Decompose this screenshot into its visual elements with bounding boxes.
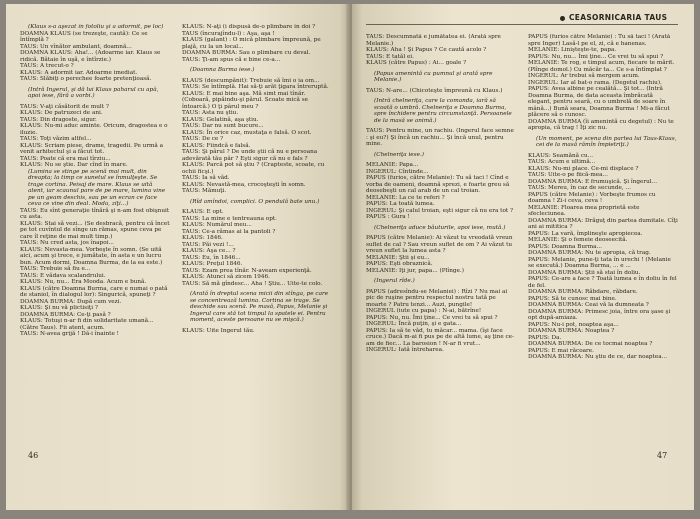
text-line: KLAUS: Nu, nu... Era Mooda. Acum e bună. <box>20 279 147 285</box>
text-line: KLAUS: Nu-mi place. Ce-mi displace ? <box>528 165 639 172</box>
text-line: DOAMNA BURMA: Nu te apropia, că trag. <box>528 250 651 256</box>
text-line: TAUS: E tatăl ei. <box>366 53 414 60</box>
text-line: PAPUS: Nu, nu... Îmi ţine... Ce vrei tu să spui ? <box>528 53 664 60</box>
text-line: (Doamna Burma iese.) <box>190 67 255 73</box>
text-line: DOAMNA BURMA: Ceai vă la dumneata ? <box>528 302 649 308</box>
text-line: DOAMNA BURMA: Drăguţ din partea dumitale. Cîţi ani ai mititica ? <box>528 217 678 230</box>
text-line: DOAMNA KLAUS: Aha!... (Adoarme iar. Klaus se ridică. Bătaie în uşă, e întîrzie.) <box>20 50 161 63</box>
text-line: TAUS: Ia să văd. <box>182 175 230 181</box>
text-line: KLAUS: Totuşi n-ar fi din solidaritate umană... (Către Taus). Fii atent, acum. <box>20 318 154 331</box>
text-line: INGERUL: Iar al bat-o rama. (Degetul rachiu). <box>528 79 662 86</box>
text-line: TAUS: La mine e tentreauna opt. <box>182 215 277 222</box>
text-line: KLAUS: Nu se ştie. Dar cînd în mare. <box>20 162 128 168</box>
text-line: MELANIE: Papa... <box>366 162 419 168</box>
text-line: MELANIE: Te rog, e timpul acum, fiecare te mărit. (Plînge domol.) Cu măcăr ta... Ce s-a întîmplat ? <box>528 60 675 73</box>
text-line: TAUS: Asta nu ştiu. <box>182 110 239 116</box>
running-header-text: CEASORNICARIA TAUS <box>569 13 668 22</box>
text-line: DOAMNA BURMA: Nu ştiu de ce, dar noaptea... <box>528 354 668 360</box>
left-page-column-1 <box>20 24 170 450</box>
text-line: MELANIE: Ştii şi eu... <box>366 254 430 261</box>
text-line: TAUS: Păi vezi !... <box>182 241 234 248</box>
text-line: KLAUS: Atunci să zicem 1946. <box>182 274 270 280</box>
text-line: TAUS: Acum e ultimă... <box>528 159 596 165</box>
right-page-column-2 <box>528 34 678 452</box>
text-line: TAUS: Toţi văzim altfel... <box>20 136 92 142</box>
text-line: TAUS: Să mă gîndesc... Aha ! Ştiu... Uite-te colo. <box>182 280 323 287</box>
text-line: KLAUS: Gelatină, aşa ştiu. <box>182 116 259 123</box>
text-line: KLAUS: Parcă pot să ştiu ? (Crapteste, scoate, cu ochii ficşi.) <box>182 162 325 175</box>
text-line: INGERUL: Şi calul troian, eşti sigur că nu era tot ? <box>366 207 514 214</box>
text-line: (Un moment, pe scena din partea lui Taus-Klaus, cei de la masă rămîn împietriţi.) <box>536 135 677 148</box>
text-line: PAPUS: Ce-are a face ? Toată lumea e în doliu în fel de fel. <box>528 276 677 289</box>
text-line: (Ingerul rîde.) <box>374 278 415 284</box>
text-line: MELANIE: La ce te referi ? <box>366 194 445 201</box>
text-line: PAPUS : Gura ! <box>366 214 410 220</box>
text-line: KLAUS: N-aţi (i dispusă de-o plimbare în doi ? <box>182 24 316 30</box>
text-line: TAUS: Uite-o pe fiică-mea... <box>528 172 608 178</box>
text-line: KLAUS (descumpănit): Trebuie să îmi o ia om... <box>182 77 320 84</box>
text-line: TAUS: Nu cred asta, jos înapoi... <box>20 240 114 246</box>
text-line: TAUS: Eu sînt generaţie tînără şi n-am fost obişnuit cu asta. <box>20 207 170 220</box>
right-page-column-1 <box>366 34 516 452</box>
text-line: MELANIE: Linişteşte-te, papa. <box>528 47 617 53</box>
text-line: TAUS (încurajîndu-l) : Aşa, aşa ! <box>182 30 275 37</box>
text-line: PAPUS (adresîndu-se Melaniei) : Rîzi ? Nu mai ai pic de ruşine pentru respectul nostru tată pe moarte ? Patru tenzi... Auzi, pungile! <box>366 288 508 308</box>
text-line: TAUS: Poate că era mai tîrziu... <box>20 155 111 162</box>
text-line: KLAUS (galant) : O mică plimbare împreună, pe plajă, cu la un local... <box>182 37 321 50</box>
running-header <box>560 13 667 22</box>
text-line: PAPUS (furios către Melanie) : Tu să taci ! (Arată spre Inger) Lasă-l pe el, zi, că e hanenas. <box>528 34 671 47</box>
text-line: TAUS: N-are... (Chicoteşte împreună cu Klaus.) <box>366 87 503 94</box>
text-line: DOAMNA BURMA: E frumuşică. Şi îngerul... <box>528 178 658 185</box>
text-line: KLAUS: Numărul meu... <box>182 222 252 228</box>
text-line: TAUS: Trebuie să fiu e... <box>20 266 91 272</box>
text-line: INGERUL: Ar trebui să mergem acum. <box>528 73 640 79</box>
text-line: TAUS: Ţi-am spus că e bine ce-a... <box>182 56 281 63</box>
text-line: DOAMNA BURMA: Primesc joia, între ora şase şi opt după-amiaza. <box>528 308 671 321</box>
left-page <box>6 4 350 510</box>
text-line: PAPUS: Da. <box>528 334 562 341</box>
right-page <box>352 4 694 510</box>
text-line: DOAMNA BURMA: După cum vezi. <box>20 298 122 305</box>
text-line: (Klaus s-a aşezat în fotoliu şi a adormit, pe loc) <box>28 24 164 30</box>
text-line: TAUS: Ezam prea tînăr. N-aveam experienţă. <box>182 267 312 274</box>
text-line: TAUS: N-avea grijă ! Dă-i înainte ! <box>20 331 119 337</box>
text-line: TAUS: Un vînător ambulant, doamnă... <box>20 43 132 50</box>
text-line: INGERUL: Încă puţin, şi e gata... <box>366 321 462 327</box>
text-line: TAUS: Şi pârul ? De unde ştii că nu e persoana adevărată tău păr ? Eşti sigur că nu e fals ? <box>182 149 318 162</box>
text-line: INGERUL: Cîntinde... <box>366 168 429 175</box>
text-line: KLAUS (către Papus) : Ai... goale ? <box>366 60 467 66</box>
text-line: PAPUS: Avea albine pe cealătă... Şi tot... (Intră Doamna Burma, de data aceasta îmbrăcată elegant, pentru seară, cu o umbrelă de soare în mână...) Bună seara, Doamna Burma ! Mi-a făcut plăcere să o cunosc. <box>528 86 670 118</box>
text-line: TAUS: Din dragoste, sigur. <box>20 116 97 123</box>
text-line: PAPUS: Eşti obraznică. <box>366 261 433 267</box>
text-line: (Intră chelneriţa, care la comanda, iară să scoată o umbră. Chelneriţa e Doamna Burma, spre închidere pentru circumstanţă. Persoanele de la masă se animă.) <box>374 98 512 124</box>
header-rule <box>366 24 678 25</box>
text-line: PAPUS: Nu-i pot, noaptea aşa... <box>528 321 619 328</box>
text-line: TAUS: Eu, în 1846... <box>182 254 241 261</box>
left-page-column-2 <box>182 24 332 450</box>
text-line: DOAMNA BURMA: Noaptea ? <box>528 328 615 334</box>
text-line: PAPUS: Ia să te văd, tu măcar... mama. (îşi face cruce.) Dacă m-ai fi pus pe de altă lume, aş ţine ce-am de fiec... La barosion ! N-ar fi vrut... <box>366 327 514 347</box>
text-line: INGERUL (iute cu papa) : N-ai, bătrîne! <box>366 308 482 314</box>
text-line: KLAUS: Şi nu vă plictisiţi ? <box>20 305 98 311</box>
text-line: (Lumina se stinge pe scenă mai mult, din dreapta; la timp ce sunetul se înmulţeşte. Se trage cortina. Peisaj de mare. Klaus se uită atent, iar scaunul pare de pe mare, lumina vine pe un geam deschis, sau pe un ecran ce face ceva ce vine din deal. Moda, ziţi...) <box>28 168 166 207</box>
text-line: PAPUS: Nu, nu. Îmi ţine... Ce vrei tu să spui ? <box>366 314 498 321</box>
text-line: PAPUS (către Melanie): Ai văzut tu vreodată vreun suflet de cal ? Sau vreun suflet de om ? Ai văzut tu vreun suflet la lumea asta ? <box>366 235 513 254</box>
text-line: KLAUS: Aşa ce... ? <box>182 248 236 254</box>
text-line: TAUS: Se întîmplă. Hai să-ţi arăt ţigara întreruptă. <box>182 84 329 90</box>
text-line: KLAUS: 1846. <box>182 235 223 241</box>
text-line: KLAUS: În orice caz, mustaţa e falsă. O scot. <box>182 129 312 136</box>
text-line: (Rîd amîndoi, complici. O pendulă bate unu.) <box>190 198 320 205</box>
text-line: DOAMNA BURMA: De ce tocmai noaptea ? <box>528 341 653 347</box>
text-line: KLAUS: Seamănă cu... <box>528 152 594 159</box>
text-line: KLAUS: De patruzeci de ani. <box>20 110 103 116</box>
text-line: KLAUS: Scriam piese, drame, tragedii. Pe urmă a venit arhitectul şi a făcut tot. <box>20 142 164 155</box>
text-line: KLAUS: Preţul 1846. <box>182 261 243 267</box>
text-line: INGERUL: Iată întreharea. <box>366 347 444 353</box>
text-line: (Chelneriţa iese.) <box>374 151 424 158</box>
text-line: (Intră Ingerul, şi dă lui Klaus paharul cu apă, apoi iese, fără a vorbi.) <box>28 86 159 99</box>
text-line: TAUS: A trecut-o ? <box>20 63 74 69</box>
text-line: DOAMNA BURMA: Răbdare, răbdare. <box>528 289 638 295</box>
text-line: KLAUS: Stai să vezi... (Se desbracă, pentru că încet pe tot cuvîntul de sînge un rămas, spune ceva pe care îl reţine de mai mult timp.) <box>20 220 170 240</box>
text-line: TAUS: Ce-a rămas ai la pantoli ? <box>182 228 276 235</box>
text-line: DOAMNA KLAUS (se trezeşte, caută): Ce se întîmplă ? <box>20 30 148 43</box>
text-line: MELANIE: Floarea mea proprietă este sfecleciunea. <box>528 204 640 217</box>
text-line: DOAMNA BURMA (îi amenintă cu degetul) : Nu te apropia, că trag ! Îţi zic nu. <box>528 118 674 131</box>
text-line: TAUS: Mereu, în caz de secunde, ... <box>528 185 631 191</box>
text-line: (Chelneriţa aduce băuturile, apoi iese, mută.) <box>374 224 506 231</box>
text-line: KLAUS: Uite Ingerul tău. <box>182 327 255 334</box>
text-line: KLAUS: Nevasta-mea. Vorbeşte în somn. (Se uită aici, acum şi trece, e jumătate, în asta e un lucru bun. Acum dormi, Doamna Burma, de la ea este.) <box>20 246 163 266</box>
text-line: (Arată în dreptul scena micii din stînga, pe care se concentrează lumina. Cortina se trage. Se deschide sau scenă. Pe masă, Papus, Melanie şi Ingerul care stă tot timpul la spatele ei. Pentru moment, aceste persoane nu se mişcă.) <box>190 291 329 323</box>
text-line: PAPUS (către Melanie) : Vorbeşte frumos cu doamna ! Zi-i ceva, ceva ! <box>528 191 656 204</box>
text-line: KLAUS: Nevastă-mea, crocoşteşti în somn. <box>182 181 306 188</box>
text-line: TAUS: De ce ? <box>182 136 224 142</box>
text-line: KLAUS: Fiindcă e falsă. <box>182 142 251 149</box>
text-line: KLAUS: A adormit iar. Adoarme imediat. <box>20 69 138 76</box>
text-line: PAPUS: Să te cunosc mai bine. <box>528 295 617 302</box>
right-page-number: 47 <box>657 451 668 460</box>
text-line: PAPUS: Melanie, pune-ţi tata în urechi ! (Melanie se execută.) Doamna Burma, ... e ... <box>528 256 671 269</box>
text-line: PAPUS: La toată lumea. <box>366 201 435 207</box>
text-line: TAUS: Pentru mine, un rachiu. (Ingerul face semne : şi eu?) Şi încă un rachiu... Şi încă unul, pentru mine. <box>366 128 514 147</box>
text-line: DOAMNA BURMA: Ştii să stai în doliu. <box>528 269 641 276</box>
text-line: KLAUS: Nu-mi aduc aminte. Oricum, dragostea e o iluzie. <box>20 123 168 136</box>
text-line: TAUS: Descumnată e jumătatea ei. (Arată spre Melanie.) <box>366 34 501 47</box>
text-line: PAPUS (furios, către Melanie): Tu să taci ! Cînd e vorba de oameni, doamnă sprezi, e foarte greu să deosebeşti un cal arab de un cal troian. <box>366 175 510 194</box>
text-line: DOAMNA BURMA: Sau o plimbare cu deval. <box>182 50 311 56</box>
text-line: TAUS: Slăbiţi o perechee foarte pretenţioasă. <box>20 76 152 82</box>
text-line: KLAUS: E mai bine aşa. Mă simt mai tînăr. (Coboară, pipăindu-şi părul. Scoate mică se întoarcă.) O ţi pârul meu ? <box>182 90 309 110</box>
text-line: TAUS: Mămuţi. <box>182 188 227 194</box>
text-line: PAPUS: Doamna Burma... <box>528 243 602 250</box>
text-line: DOAMNA BURMA: Ce-ţi pasă ? <box>20 311 111 318</box>
text-line: TAUS: V-aţi căsătorit de mult ? <box>20 103 109 110</box>
text-line: PAPUS: La vară, împlineşte apropiecea. <box>528 230 643 237</box>
text-line: KLAUS: Aha ! Şi Papus ? Ce caută acolo ? <box>366 47 487 53</box>
text-line: PAPUS: E mai răcoare. <box>528 347 594 354</box>
text-line: KLAUS: E opt. <box>182 209 224 215</box>
text-line: (Papus amenintă cu pumnul şi arată spre Melanie.) <box>374 70 493 83</box>
text-line: MELANIE: Iţi jur, papa... (Plînge.) <box>366 267 464 274</box>
bullet-icon <box>560 16 565 21</box>
text-line: MELANIE: Şi o femeie deoseecită. <box>528 237 628 243</box>
text-line: TAUS: E vădava scalandrului. <box>20 272 106 279</box>
text-line: KLAUS (către Doamna Burma, care e numai o pată de staniol, în dialogul lor): Singurică, spuneţi ? <box>20 285 168 298</box>
text-line: TAUS: Dar nu sunt bucure... <box>182 123 264 129</box>
left-page-number: 46 <box>28 451 39 460</box>
